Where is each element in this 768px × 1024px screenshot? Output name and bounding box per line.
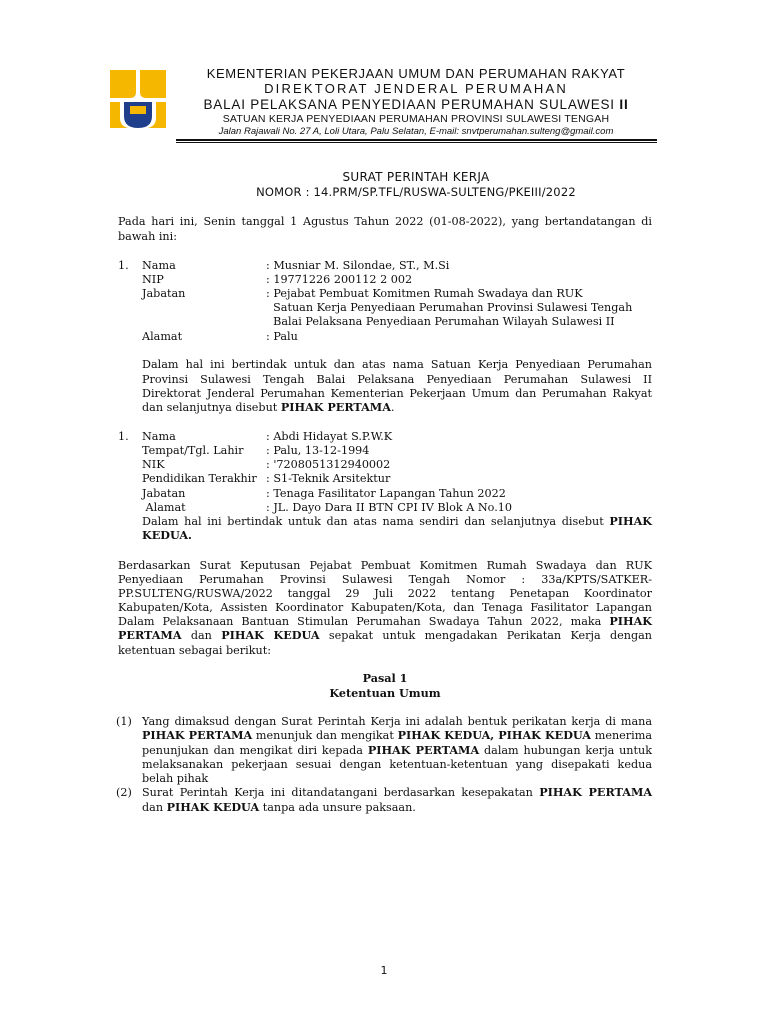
party2-value: : JL. Dayo Dara II BTN CPI IV Blok A No.10 [266,501,512,514]
party1-value: : Musniar M. Silondae, ST., M.Si [266,259,450,272]
party2-label: Pendidikan Terakhir [142,472,257,485]
party2-label: Jabatan [142,487,186,500]
clause-line: Yang dimaksud dengan Surat Perintah Kerja ini adalah bentuk perikatan kerja di mana [142,715,652,728]
satker-name: SATUAN KERJA PENYEDIAAN PERUMAHAN PROVINSI SULAWESI TENGAH [222,113,610,125]
address-line: Jalan Rajawali No. 27 A, Loli Utara, Palu Selatan, E-mail: snvtperumahan.sulteng@gmail.com [218,126,614,137]
party2-value: : Tenaga Fasilitator Lapangan Tahun 2022 [266,487,506,500]
clause-line: Surat Perintah Kerja ini ditandatangani berdasarkan kesepakatan PIHAK PERTAMA [142,785,653,799]
basis-line: Dalam Pelaksanaan Bantuan Stimulan Perumahan Swadaya Tahun 2022, maka PIHAK [118,614,652,628]
basis-line: ketentuan sebagai berikut: [118,644,271,657]
party2-desc-line: Dalam hal ini bertindak untuk dan atas nama sendiri dan selanjutnya disebut PIHAK [142,514,652,528]
clause-line: penunjukan dan mengikat diri kepada PIHAK PERTAMA dalam hubungan kerja untuk [142,743,652,757]
party2-label: Alamat [142,501,186,514]
document-title: SURAT PERINTAH KERJA [342,170,490,184]
letterhead [176,66,656,138]
party1-label: Alamat [142,330,183,343]
party2-desc-line: KEDUA. [142,528,192,542]
intro-line-2: bawah ini: [118,230,177,243]
party2-label: Nama [142,430,176,443]
party2-value: : Abdi Hidayat S.P.W.K [266,430,393,443]
article-subtitle: Ketentuan Umum [329,686,441,700]
ministry-name: KEMENTERIAN PEKERJAAN UMUM DAN PERUMAHAN RAKYAT [206,66,626,81]
party2-value: : S1-Teknik Arsitektur [266,472,391,485]
article-title: Pasal 1 [362,671,408,685]
party1-value: Balai Pelaksana Penyediaan Perumahan Wilayah Sulawesi II [266,315,615,328]
party2-number: 1. [118,430,129,443]
party1-value: : 19771226 200112 2 002 [266,273,413,286]
party2-value: : Palu, 13-12-1994 [266,444,370,457]
clause-line: dan PIHAK KEDUA tanpa ada unsure paksaan. [142,800,416,814]
clause-number: (1) [116,715,132,728]
basis-line: Berdasarkan Surat Keputusan Pejabat Pembuat Komitmen Rumah Swadaya dan RUK [118,559,652,572]
pupr-logo [106,66,170,138]
clause-line: belah pihak [142,772,209,785]
party1-desc-line: dan selanjutnya disebut PIHAK PERTAMA. [142,400,395,414]
document-number: NOMOR : 14.PRM/SP.TFL/RUSWA-SULTENG/PKEIII/2022 [256,185,576,199]
basis-line: PP.SULTENG/RUSWA/2022 tanggal 29 Juli 2022 tentang Penetapan Koordinator [118,587,652,600]
balai-name: BALAI PELAKSANA PENYEDIAAN PERUMAHAN SULAWESI II [203,97,629,112]
party2-value: : '7208051312940002 [266,458,391,471]
page-number: 1 [380,964,388,977]
party1-label: NIP [142,273,164,286]
intro-line-1: Pada hari ini, Senin tanggal 1 Agustus Tahun 2022 (01-08-2022), yang bertandatangan di [118,215,652,228]
clause-line: PIHAK PERTAMA menunjuk dan mengikat PIHAK KEDUA, PIHAK KEDUA menerima [142,728,652,742]
party1-value: : Pejabat Pembuat Komitmen Rumah Swadaya dan RUK [266,287,583,300]
header-divider-thin [176,142,657,143]
directorate-name: DIREKTORAT JENDERAL PERUMAHAN [264,81,568,96]
basis-line: PERTAMA dan PIHAK KEDUA sepakat untuk mengadakan Perikatan Kerja dengan [118,628,653,642]
basis-line: Penyediaan Perumahan Provinsi Sulawesi Tengah Nomor : 33a/KPTS/SATKER- [118,573,652,586]
clause-number: (2) [116,786,132,799]
party1-label: Jabatan [142,287,186,300]
party1-number: 1. [118,259,129,272]
clause-line: melaksanakan pekerjaan sesuai dengan ketentuan-ketentuan yang disepakati kedua [142,758,652,771]
party1-value: Satuan Kerja Penyediaan Perumahan Provinsi Sulawesi Tengah [266,301,633,314]
party2-label: NIK [142,458,165,471]
party1-desc-line: Dalam hal ini bertindak untuk dan atas nama Satuan Kerja Penyediaan Perumahan [142,358,652,371]
party1-value: : Palu [266,330,298,343]
basis-line: Kabupaten/Kota, Assisten Koordinator Kabupaten/Kota, dan Tenaga Fasilitator Lapangan [118,601,652,614]
header-divider [176,139,657,141]
party1-label: Nama [142,259,176,272]
party1-desc-line: Provinsi Sulawesi Tengah Balai Pelaksana Penyediaan Perumahan Sulawesi II [142,373,652,386]
party2-label: Tempat/Tgl. Lahir [142,444,244,457]
party1-desc-line: Direktorat Jenderal Perumahan Kementerian Pekerjaan Umum dan Perumahan Rakyat [142,387,652,400]
